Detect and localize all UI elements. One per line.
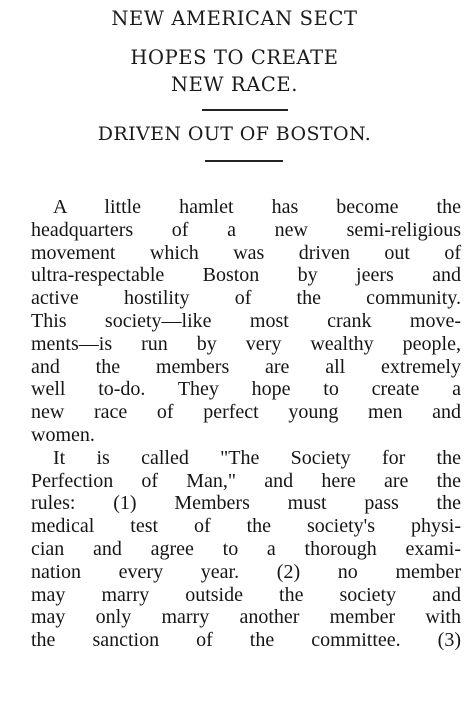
text-line: and the members are all extremely [31,355,461,378]
paragraph-1 [31,196,461,447]
text-line: rules: (1) Members must pass the [31,492,461,515]
text-line: new race of perfect young men and [31,401,461,424]
text-line: ments—is run by very wealthy people, [31,332,461,355]
headline-line-1: NEW AMERICAN SECT [111,7,358,30]
text-line: may only marry another member with [31,606,461,629]
text-line: ultra-respectable Boston by jeers and [31,264,461,287]
headline-line-2: HOPES TO CREATE [130,46,339,69]
text-line: may marry outside the society and [31,583,461,606]
text-line: well to-do. They hope to create a [31,378,461,401]
text-line: active hostility of the community. [31,287,461,310]
text-line: headquarters of a new semi-religious [31,218,461,241]
text-line: the sanction of the committee. (3) [31,629,461,652]
paragraph-2 [31,447,461,652]
text-line: A little hamlet has become the [53,196,461,218]
text-line: cian and agree to a thorough exami- [31,537,461,560]
headline-divider [202,109,288,111]
text-line: women. [31,423,95,446]
text-line: medical test of the society's physi- [31,515,461,538]
text-line: Perfection of Man," and here are the [31,469,461,492]
subheadline-divider [205,160,283,162]
article-body [31,196,461,652]
text-line: This society—like most crank move- [31,309,461,332]
headline-line-3: NEW RACE. [170,73,299,96]
text-line: It is called "The Society for the [53,446,461,469]
subheadline: DRIVEN OUT OF BOSTON. [97,123,372,145]
text-line: nation every year. (2) no member [31,560,461,583]
text-line: movement which was driven out of [31,241,461,264]
